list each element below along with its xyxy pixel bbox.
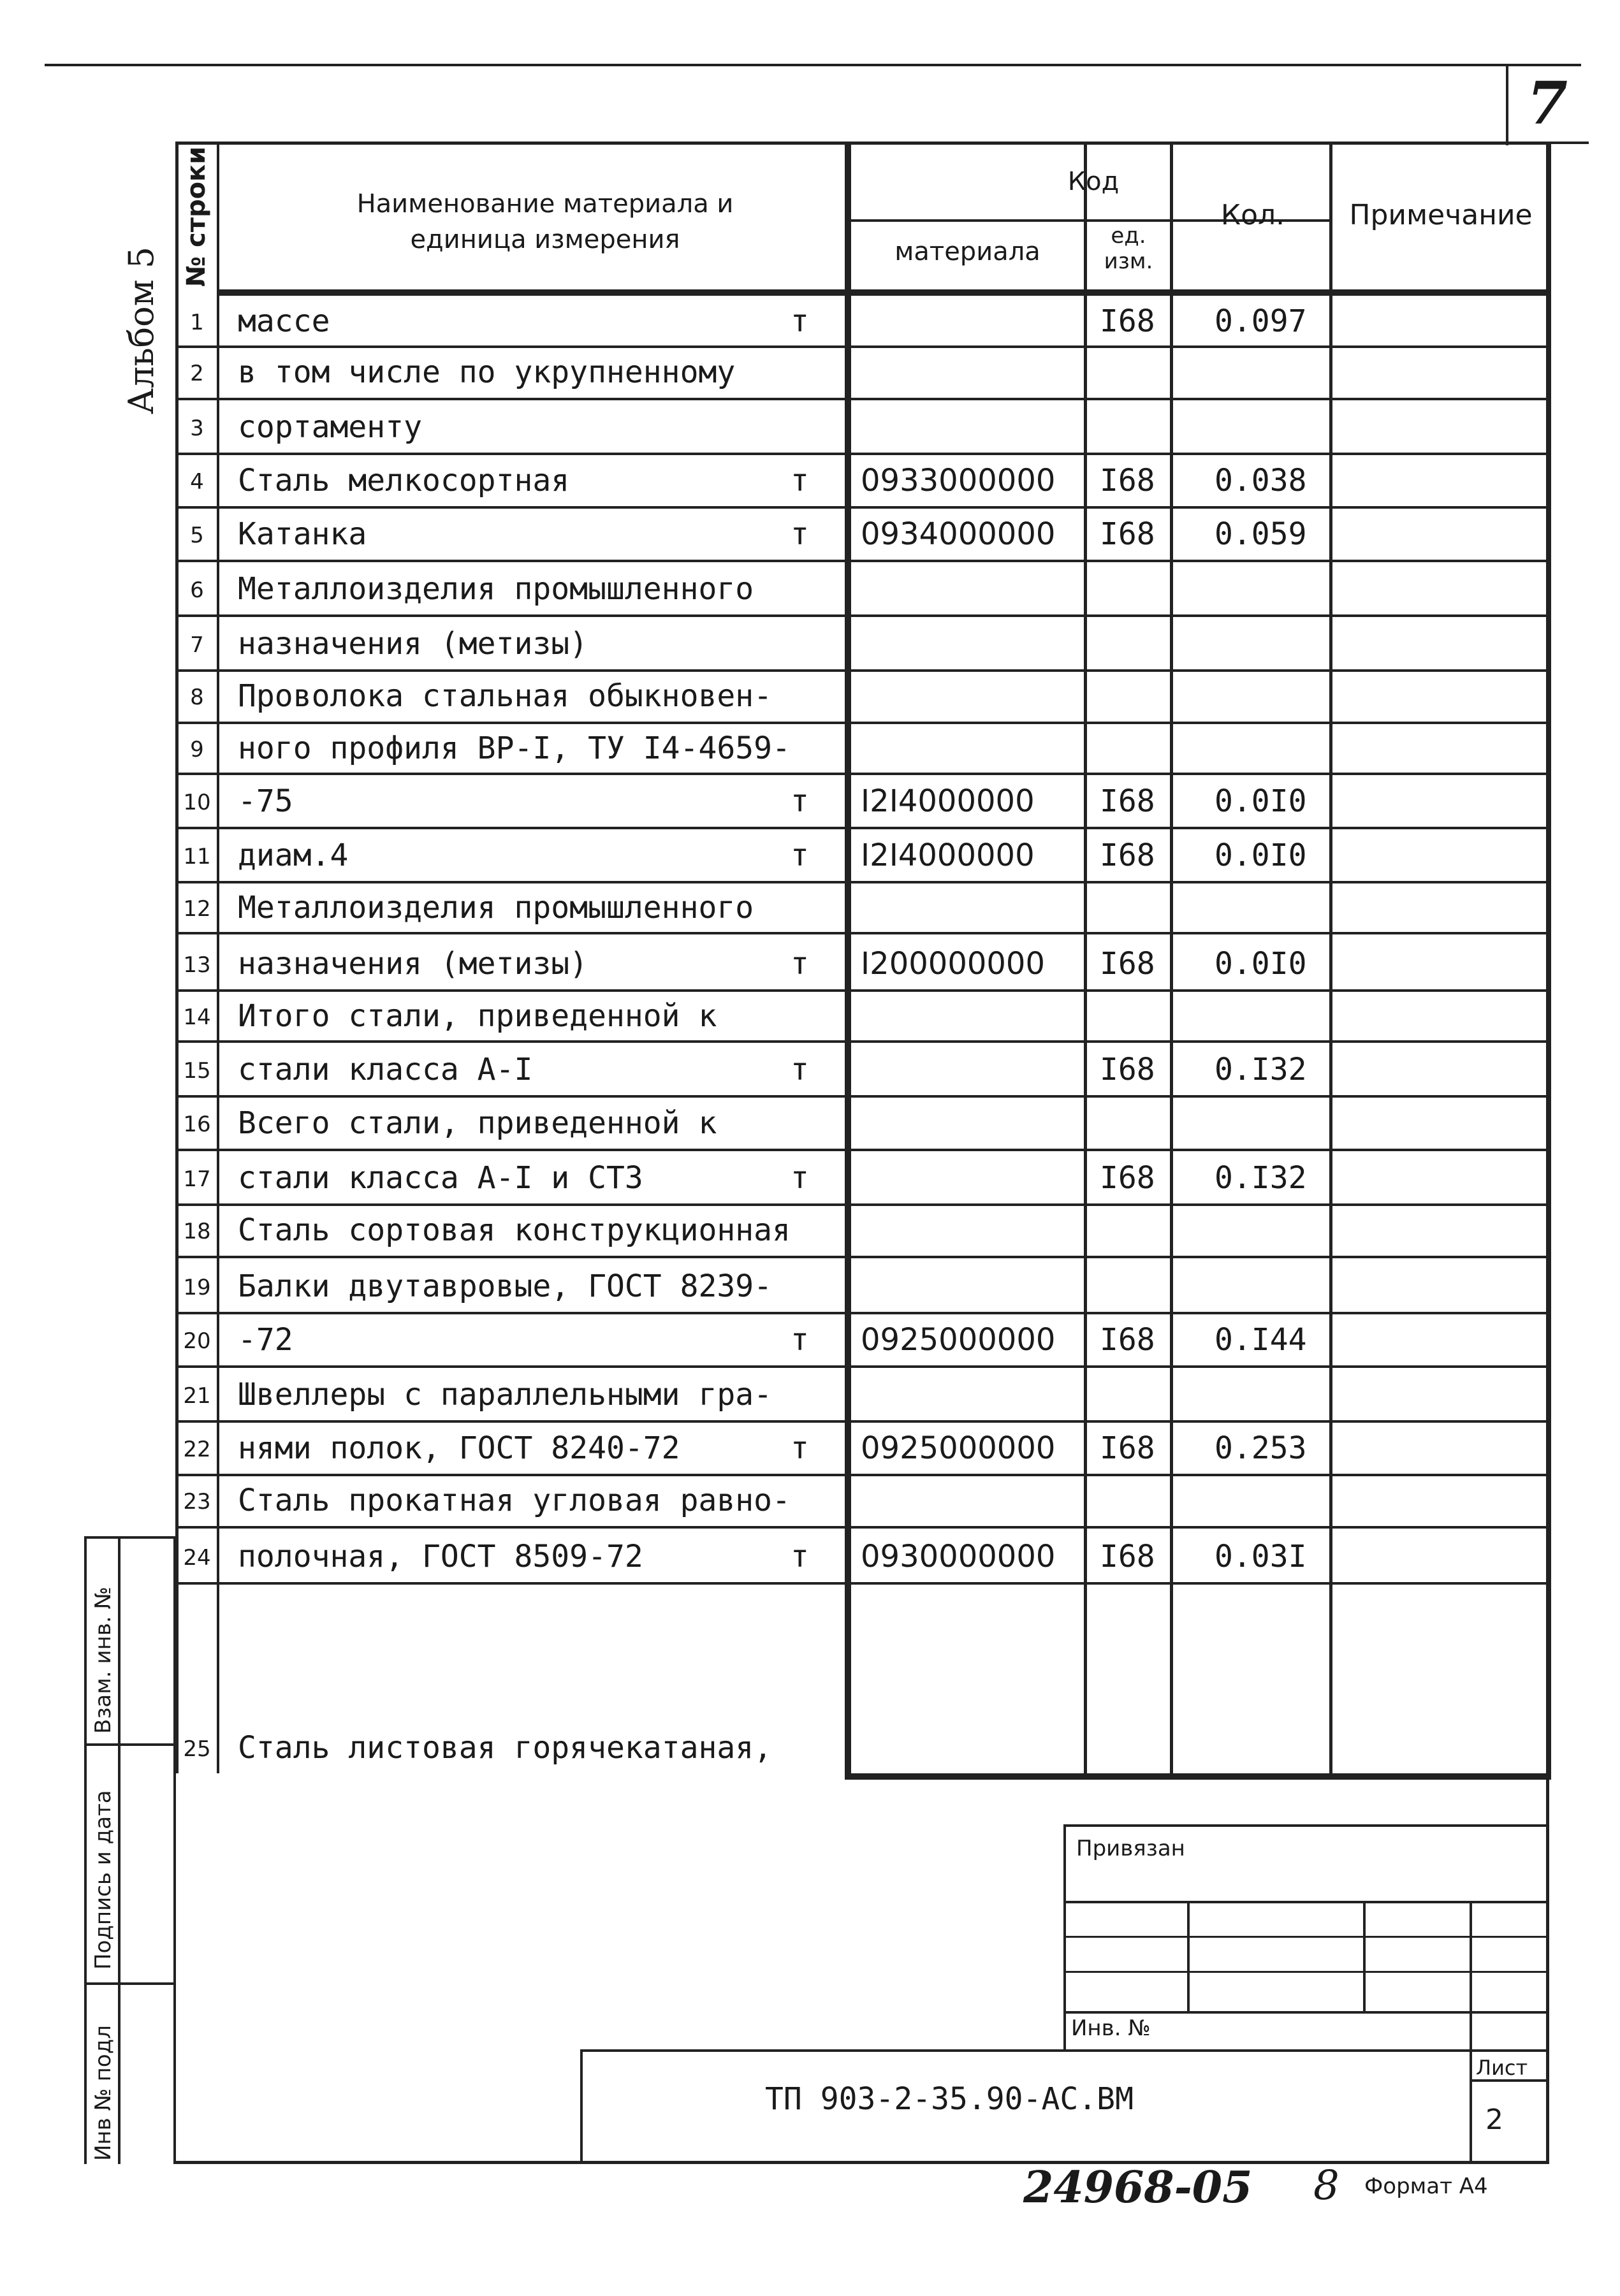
row-separator [175,614,1549,617]
row-number: 10 [183,790,211,815]
page-number-divider [1506,64,1508,145]
row-unit-code: I68 [1100,303,1155,339]
row-quantity: 0.0I0 [1215,946,1307,982]
row-unit: т [791,463,809,498]
row-separator [175,1474,1549,1476]
row-name: в том числе по укрупненному [238,354,736,390]
row-name: Проволока стальная обыкновен- [238,678,773,714]
row-name: ного профиля ВР-I, ТУ I4-4659- [238,730,791,766]
row-unit-code: I68 [1100,516,1155,552]
sheet-number: 2 [1485,2103,1503,2136]
row-unit: т [791,1430,809,1466]
row-unit: т [791,516,809,552]
row-unit-code: I68 [1100,1539,1155,1574]
row-separator [175,453,1549,455]
row-name: Сталь прокатная угловая равно- [238,1483,791,1518]
row-quantity: 0.038 [1215,463,1307,498]
page-number: 7 [1527,69,1568,138]
header-code-material: материала [894,237,1040,266]
row-name: назначения (метизы) [238,626,588,662]
row-unit: т [791,838,809,873]
row-unit: т [791,783,809,819]
row-number: 3 [190,416,204,441]
row-quantity: 0.059 [1215,516,1307,552]
row-number: 15 [183,1058,211,1084]
row-separator [175,1582,1549,1585]
row-name: Металлоизделия промышленного [238,571,754,607]
privyazan-grid-2 [1063,1936,1549,1938]
row-separator [175,1203,1549,1206]
row-name: Итого стали, приведенной к [238,998,717,1034]
top-rule [45,64,1581,66]
row-number: 17 [183,1166,211,1192]
row-separator [175,1420,1549,1423]
side-stamp-div-2 [84,1982,176,1985]
row-number: 21 [183,1383,211,1409]
row-separator [175,560,1549,562]
row-separator [175,1526,1549,1529]
row-name: массе [238,303,330,339]
bottom-frame [173,2161,1549,2164]
row-unit: т [791,946,809,982]
row-separator [175,932,1549,934]
row-name: нями полок, ГОСТ 8240-72 [238,1430,680,1466]
privyazan-grid-1 [1063,1901,1549,1903]
row-quantity: 0.I32 [1215,1160,1307,1196]
album-label: Альбом 5 [121,246,161,414]
row-material-code: I200000000 [861,946,1046,982]
row-unit-code: I68 [1100,946,1155,982]
row-name: стали класса А-I [238,1052,533,1087]
privyazan-label: Привязан [1076,1836,1185,1861]
row-material-code: 0933000000 [861,463,1056,498]
document-designation: ТП 903-2-35.90-АС.ВМ [765,2081,1134,2117]
row-name: полочная, ГОСТ 8509-72 [238,1539,643,1574]
row-separator [175,827,1549,829]
row-number: 16 [183,1112,211,1137]
sheet-label: Лист [1476,2056,1528,2080]
title-block-top [580,2049,1549,2052]
handwritten-mark: 8 [1313,2162,1339,2209]
row-quantity: 0.0I0 [1215,838,1307,873]
row-number: 14 [183,1005,211,1030]
row-unit: т [791,303,809,339]
row-unit-code: I68 [1100,1430,1155,1466]
row-quantity: 0.03I [1215,1539,1307,1574]
row-material-code: 0925000000 [861,1322,1056,1358]
row-number: 13 [183,952,211,978]
side-stamp-right-border [173,1536,176,2164]
row-material-code: 0930000000 [861,1539,1056,1574]
row-unit-code: I68 [1100,1052,1155,1087]
side-stamp-vzam-inv: Взам. инв. № [91,1587,116,1734]
format-label: Формат А4 [1364,2174,1488,2199]
row-name: Балки двутавровые, ГОСТ 8239- [238,1268,773,1304]
side-stamp-inv-podl: Инв № подл [91,2025,116,2161]
row-number: 18 [183,1219,211,1244]
row-separator [175,989,1549,992]
row-number: 2 [190,361,204,386]
specification-table [175,142,1549,1773]
row-unit: т [791,1052,809,1087]
row-number: 22 [183,1437,211,1462]
row-separator [175,1312,1549,1314]
row-unit: т [791,1539,809,1574]
privyazan-col-1 [1187,1901,1190,2011]
row-quantity: 0.097 [1215,303,1307,339]
privyazan-top [1063,1824,1549,1827]
row-separator [175,345,1549,348]
row-number: 8 [190,685,204,710]
row-unit-code: I68 [1100,1322,1155,1358]
row-separator [175,669,1549,672]
row-separator [175,773,1549,775]
row-number: 1 [190,310,204,335]
row-number: 11 [183,844,211,869]
side-stamp-top [84,1536,176,1539]
row-number: 6 [190,578,204,603]
row-quantity: 0.0I0 [1215,783,1307,819]
row-separator [175,1040,1549,1043]
row-number: 7 [190,632,204,658]
row-separator [175,1365,1549,1368]
row-name: Сталь мелкосортная [238,463,570,498]
row-separator [175,398,1549,400]
row-name: Катанка [238,516,367,552]
row-unit-code: I68 [1100,463,1155,498]
row-number: 25 [183,1736,211,1762]
row-name: диам.4 [238,838,349,873]
header-name: Наименование материала и единица измерения [356,189,734,254]
row-separator [175,1095,1549,1098]
row-name: Швеллеры с параллельными гра- [238,1377,773,1413]
row-name: стали класса А-I и СТ3 [238,1160,643,1196]
row-unit: т [791,1160,809,1196]
row-name: -72 [238,1322,293,1358]
privyazan-grid-3 [1063,1971,1549,1973]
row-material-code: I2I4000000 [861,838,1035,873]
row-separator [175,1149,1549,1151]
header-quantity: Кол. [1220,199,1285,231]
row-quantity: 0.I32 [1215,1052,1307,1087]
row-number: 19 [183,1275,211,1300]
row-unit-code: I68 [1100,838,1155,873]
row-unit: т [791,1322,809,1358]
header-note: Примечание [1349,199,1533,231]
privyazan-col-2 [1363,1901,1366,2011]
inv-no-label: Инв. № [1071,2016,1151,2041]
row-name: Всего стали, приведенной к [238,1105,717,1141]
row-separator [175,506,1549,509]
row-separator [175,881,1549,883]
row-number: 12 [183,896,211,922]
privyazan-grid-4 [1063,2011,1549,2014]
row-unit-code: I68 [1100,783,1155,819]
row-name: сортаменту [238,409,422,445]
row-number: 23 [183,1489,211,1515]
side-stamp-podpis-data: Подпись и дата [91,1790,116,1970]
row-number: 20 [183,1328,211,1354]
row-name: Сталь сортовая конструкционная [238,1212,791,1248]
row-material-code: I2I4000000 [861,783,1035,819]
privyazan-col-3 [1470,1901,1472,2162]
row-material-code: 0934000000 [861,516,1056,552]
row-number: 9 [190,737,204,762]
row-unit-code: I68 [1100,1160,1155,1196]
title-block-left [580,2049,583,2164]
side-stamp-mid [118,1536,120,2164]
handwritten-number: 24968-05 [1023,2162,1253,2213]
side-stamp-div-1 [84,1743,176,1746]
row-number: 4 [190,469,204,495]
row-name: Сталь листовая горячекатаная, [238,1730,773,1766]
row-quantity: 0.I44 [1215,1322,1307,1358]
header-row-number: № строки [182,146,211,287]
row-quantity: 0.253 [1215,1430,1307,1466]
side-stamp-left-border [84,1536,87,2164]
row-separator [175,722,1549,724]
row-number: 24 [183,1545,211,1571]
header-code: Код [1067,167,1120,196]
row-separator [175,1256,1549,1258]
row-name: Металлоизделия промышленного [238,890,754,926]
row-number: 5 [190,523,204,548]
row-name: -75 [238,783,293,819]
header-code-unit: ед. изм. [1104,223,1153,274]
row-material-code: 0925000000 [861,1430,1056,1466]
row-name: назначения (метизы) [238,946,588,982]
